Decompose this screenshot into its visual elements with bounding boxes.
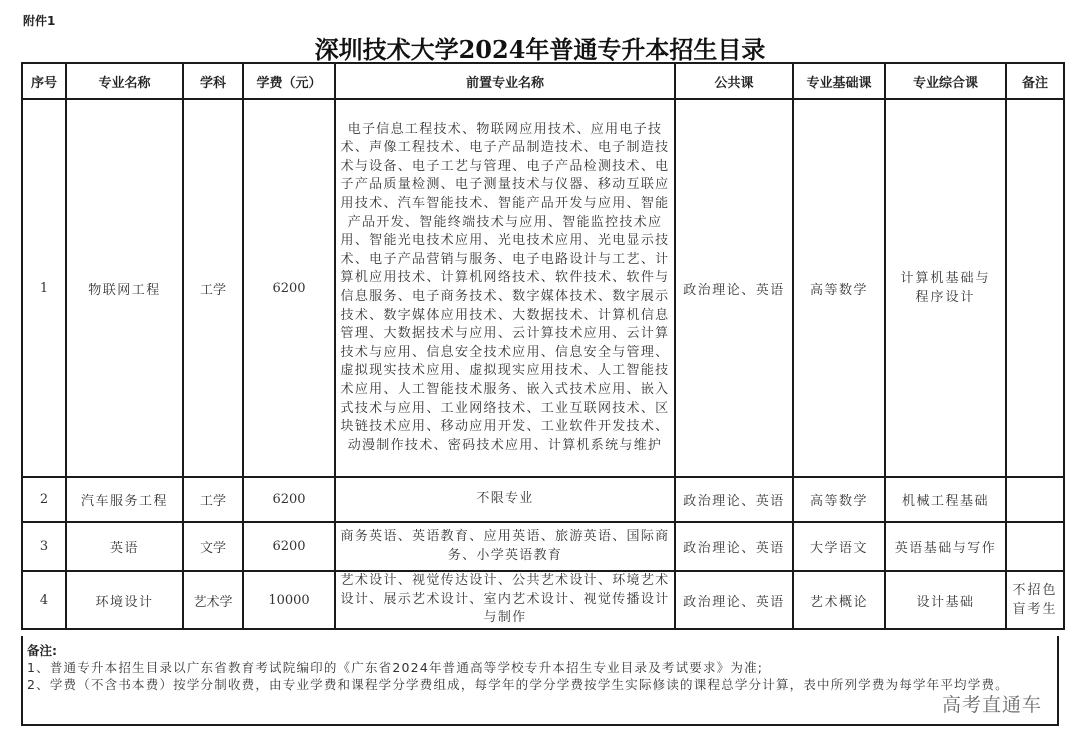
- header-public-course: 公共课: [675, 63, 793, 99]
- cell-tuition: 6200: [243, 522, 335, 571]
- cell-public-course: 政治理论、英语: [675, 99, 793, 477]
- cell-basic-course: 高等数学: [793, 99, 885, 477]
- table-row: [22, 477, 1064, 522]
- cell-discipline: 文学: [183, 522, 243, 571]
- cell-remark: 不招色盲考生: [1006, 571, 1064, 629]
- table-header-row: [22, 63, 1064, 99]
- table-row: [22, 99, 1064, 477]
- cell-comprehensive-course: 机械工程基础: [885, 477, 1006, 522]
- cell-no: 3: [22, 522, 66, 571]
- cell-public-course: 政治理论、英语: [675, 522, 793, 571]
- cell-major: 环境设计: [66, 571, 183, 629]
- cell-no: 4: [22, 571, 66, 629]
- header-tuition: 学费（元）: [243, 63, 335, 99]
- table-row: [22, 522, 1064, 571]
- page-title: 深圳技术大学2024年普通专升本招生目录: [314, 35, 766, 64]
- cell-basic-course: 高等数学: [793, 477, 885, 522]
- header-basic-course: 专业基础课: [793, 63, 885, 99]
- cell-major: 汽车服务工程: [66, 477, 183, 522]
- cell-prerequisite: 商务英语、英语教育、应用英语、旅游英语、国际商务、小学英语教育: [335, 522, 675, 571]
- cell-discipline: 艺术学: [183, 571, 243, 629]
- table-row: [22, 571, 1064, 629]
- header-major: 专业名称: [66, 63, 183, 99]
- cell-no: 2: [22, 477, 66, 522]
- header-no: 序号: [22, 63, 66, 99]
- cell-no: 1: [22, 99, 66, 477]
- enrollment-catalog-table: [21, 62, 1065, 630]
- cell-remark: [1006, 522, 1064, 571]
- cell-tuition: 10000: [243, 571, 335, 629]
- note-item-2: 2、学费（不含书本费）按学分制收费，由专业学费和课程学分学费组成，每学年的学分学费按学生实际修读的课程总学分计算，表中所列学费为每学年平均学费。: [27, 677, 1009, 692]
- notes-section: [21, 636, 1059, 726]
- notes-heading: 备注:: [27, 643, 57, 658]
- cell-tuition: 6200: [243, 99, 335, 477]
- cell-prerequisite: 不限专业: [335, 477, 675, 522]
- header-remark: 备注: [1006, 63, 1064, 99]
- cell-discipline: 工学: [183, 477, 243, 522]
- cell-discipline: 工学: [183, 99, 243, 477]
- cell-public-course: 政治理论、英语: [675, 571, 793, 629]
- cell-basic-course: 大学语文: [793, 522, 885, 571]
- attachment-label: 附件1: [23, 14, 56, 28]
- cell-tuition: 6200: [243, 477, 335, 522]
- header-discipline: 学科: [183, 63, 243, 99]
- cell-prerequisite: 电子信息工程技术、物联网应用技术、应用电子技术、声像工程技术、电子产品制造技术、电子制造技术与设备、电子工艺与管理、电子产品检测技术、电子产品质量检测、电子测量技术与仪器、移动互联应用技术、汽车智能技术、智能产品开发与应用、智能产品开发、智能终端技术与应用、智能监控技术应用、智能光电技术应用、光电技术应用、光电显示技术、电子产品营销与服务、电子电路设计与工艺、计算机应用技术、计算机网络技术、软件技术、软件与信息服务、电子商务技术、数字媒体技术、数字展示技术、数字媒体应用技术、大数据技术、计算机信息管理、大数据技术与应用、云计算技术应用、云计算技术与应用、信息安全技术应用、信息安全与管理、虚拟现实技术应用、虚拟现实应用技术、人工智能技术应用、人工智能技术服务、嵌入式技术应用、嵌入式技术与应用、工业网络技术、工业互联网技术、区块链技术应用、移动应用开发、工业软件开发技术、动漫制作技术、密码技术应用、计算机系统与维护: [335, 99, 675, 477]
- cell-basic-course: 艺术概论: [793, 571, 885, 629]
- cell-remark: [1006, 477, 1064, 522]
- watermark: 高考直通车: [942, 694, 1043, 716]
- note-item-1: 1、普通专升本招生目录以广东省教育考试院编印的《广东省2024年普通高等学校专升本招生专业目录及考试要求》为准;: [27, 660, 764, 675]
- cell-prerequisite: 艺术设计、视觉传达设计、公共艺术设计、环境艺术设计、展示艺术设计、室内艺术设计、视觉传播设计与制作: [335, 571, 675, 629]
- cell-comprehensive-course: 英语基础与写作: [885, 522, 1006, 571]
- cell-remark: [1006, 99, 1064, 477]
- cell-major: 英语: [66, 522, 183, 571]
- cell-public-course: 政治理论、英语: [675, 477, 793, 522]
- cell-comprehensive-course: 计算机基础与程序设计: [885, 99, 1006, 477]
- cell-comprehensive-course: 设计基础: [885, 571, 1006, 629]
- header-prerequisite: 前置专业名称: [335, 63, 675, 99]
- header-comprehensive-course: 专业综合课: [885, 63, 1006, 99]
- cell-major: 物联网工程: [66, 99, 183, 477]
